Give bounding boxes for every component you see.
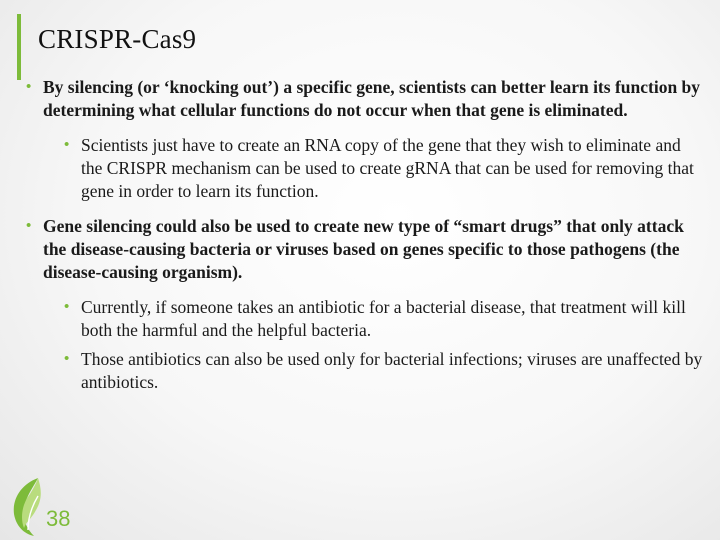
sub-bullet-item — [26, 134, 706, 203]
bullet-text: Gene silencing could also be used to create new type of “smart drugs” that only attack the disease-causing bacteria or viruses based on genes specific to those pathogens (the disease-causing organism). — [43, 216, 684, 282]
slide-content — [26, 76, 706, 406]
bullet-group — [26, 215, 706, 394]
bullet-text: By silencing (or ‘knocking out’) a specific gene, scientists can better learn its function by determining what cellular functions do not occur when that gene is eliminated. — [43, 77, 701, 120]
bullet-marker: • — [26, 218, 32, 234]
sub-bullet-text: Those antibiotics can also be used only for bacterial infections; viruses are unaffected by antibiotics. — [81, 349, 703, 392]
bullet-item — [26, 76, 706, 122]
bullet-marker: • — [64, 351, 70, 367]
bullet-marker: • — [64, 299, 70, 315]
bullet-group — [26, 76, 706, 203]
sub-bullet-item — [26, 296, 706, 342]
page-number: 38 — [46, 506, 71, 531]
slide-title: CRISPR-Cas9 — [38, 24, 197, 54]
sub-bullet-text: Currently, if someone takes an antibiotic for a bacterial disease, that treatment will kill both the harmful and the helpful bacteria. — [81, 297, 686, 340]
bullet-marker: • — [64, 137, 70, 153]
bullet-marker: • — [26, 79, 32, 95]
title-accent-bar — [17, 14, 21, 80]
bullet-item — [26, 215, 706, 284]
sub-bullet-item — [26, 348, 706, 394]
sub-bullet-text: Scientists just have to create an RNA copy of the gene that they wish to eliminate and the CRISPR mechanism can be used to create gRNA that can be used for removing that gene in order to learn its function. — [81, 135, 694, 201]
